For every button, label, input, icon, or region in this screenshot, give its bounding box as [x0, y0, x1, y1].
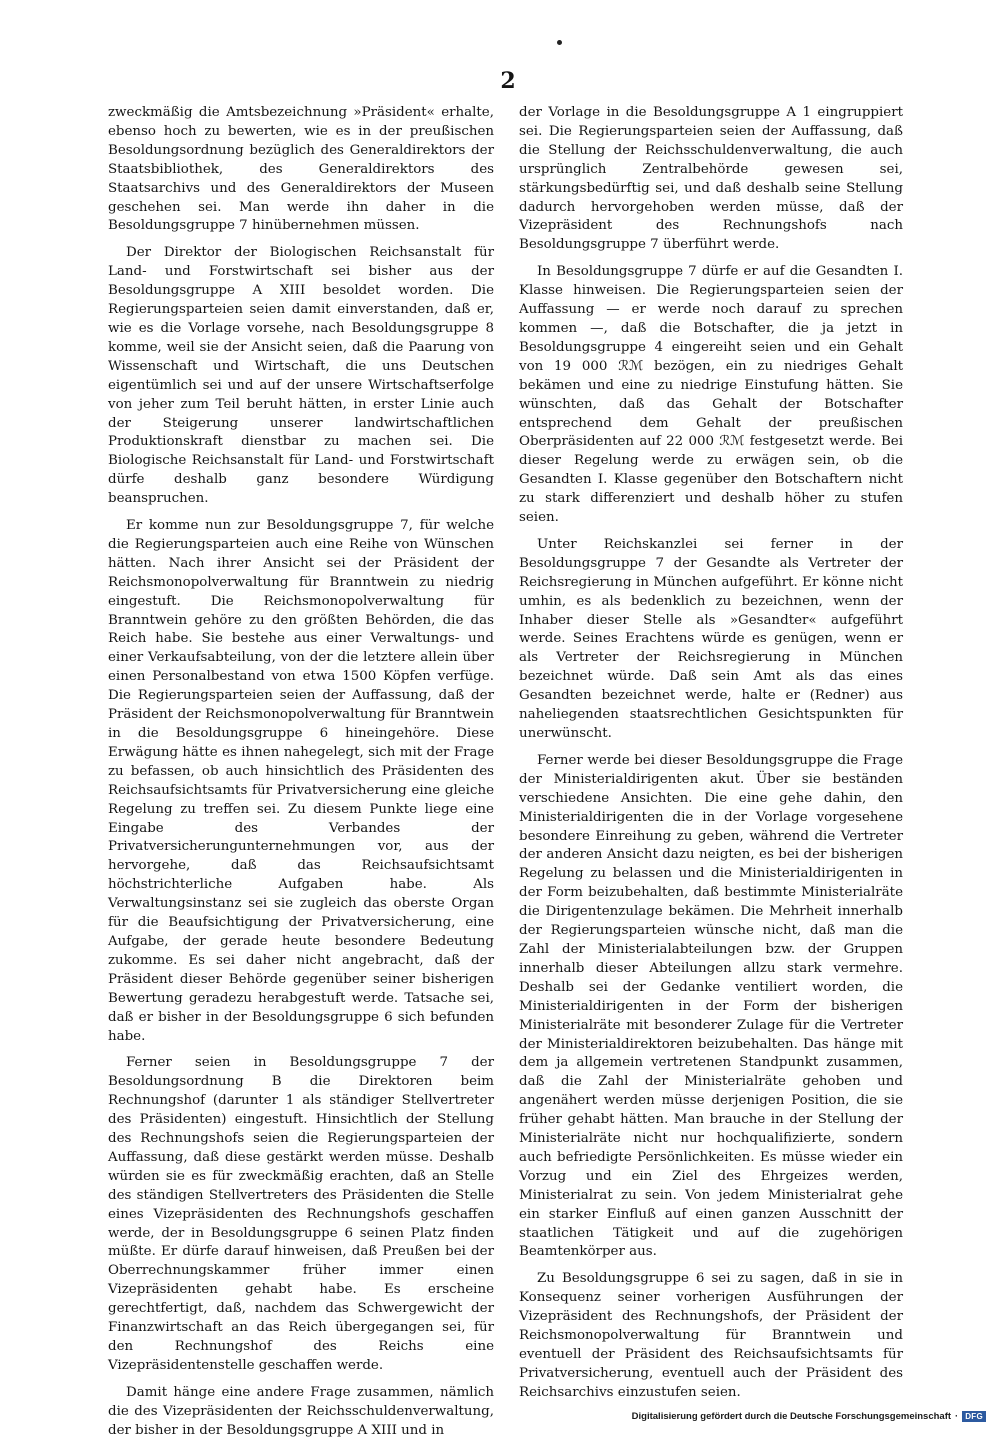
left-paragraph-1: zweckmäßig die Amtsbezeichnung »Präsident« erhalte, ebenso hoch zu bewerten, wie es in der preußischen Besoldungsordnung bezüglich des Generaldirektors der Staatsbibliothek, des Generaldirektors des Staatsarchivs und des Generaldirektors der Museen geschehen sei. Man werde ihn daher in die Besoldungsgruppe 7 hinübernehmen müssen. [108, 105, 494, 234]
right-paragraph-4: Ferner werde bei dieser Besoldungsgruppe die Frage der Ministerialdirigenten akut. Über sie beständen verschiedene Ansichten. Die eine gehe dahin, den Ministerialdirigenten die in der Vorlage vorgesehene besondere Einreihung zu geben, während die Vertreter der anderen Ansicht dazu neigten, es bei der bisherigen Regelung zu belassen und die Ministerialdirigenten in der Form beizubehalten, daß bestimmte Ministerialräte die Dirigentenzulage bekämen. Die Mehrheit innerhalb der Regierungsparteien wünsche nicht, daß man die Zahl der Ministerialabteilungen bzw. der Gruppen innerhalb dieser Abteilungen allzu stark vermehre. Deshalb sei der Gedanke ventiliert worden, die Ministerialdirigenten in der Form der bisherigen Ministerialräte mit besonderer Zulage für die Vertreter der Ministerialdirektoren beizubehalten. Das hänge mit dem ja allgemein vertretenen Standpunkt zusammen, daß die Zahl der Ministerialräte gehoben und angenähert werden müsse derjenigen Position, die sie früher gehabt hätten. Man brauche in der Stellung der Ministerialräte nicht nur hochqualifizierte, sondern auch befriedigte Persönlichkeiten. Es müsse wieder ein Vorzug und ein Ziel des Ehrgeizes werden, Ministerialrat zu sein. Von jedem Ministerialrat gehe ein starker Einfluß auf einen ganzen Ausschnitt der staatlichen Tätigkeit und auf die zugehörigen Beamtenkörper aus. [519, 752, 903, 1260]
printed-dot [557, 40, 562, 45]
right-paragraph-5: Zu Besoldungsgruppe 6 sei zu sagen, daß in sie in Konsequenz seiner vorherigen Ausführungen der Vizepräsident des Rechnungshofs, der Präsident der Reichsmonopolverwaltung für Branntwein und eventuell der Präsident des Reichsaufsichtsamts für Privatversicherung, eventuell auch der Präsident des Reichsarchivs einzustufen seien. [519, 1271, 903, 1400]
dfg-logo: DFG [962, 1411, 986, 1422]
left-column [108, 104, 494, 1449]
right-column [519, 104, 903, 1411]
left-paragraph-3: Er komme nun zur Besoldungsgruppe 7, für welche die Regierungsparteien auch eine Reihe von Wünschen hätten. Nach ihrer Ansicht sei der Präsident der Reichsmonopolverwaltung für Branntwein zu niedrig eingestuft. Die Reichsmonopolverwaltung für Branntwein gehöre zu den größten Behörden, die das Reich habe. Sie bestehe aus einer Verwaltungs- und einer Verkaufsabteilung, von der die letztere allein über einen Personalbestand von etwa 1500 Köpfen verfüge. Die Regierungsparteien seien der Auffassung, daß der Präsident der Reichsmonopolverwaltung für Branntwein in die Besoldungsgruppe 6 hineingehöre. Diese Erwägung hätte es ihnen nahegelegt, sich mit der Frage zu befassen, ob auch hinsichtlich des Präsidenten des Reichsaufsichtsamts für Privatversicherung eine gleiche Regelung zu treffen sei. Zu diesem Punkte liege eine Eingabe des Verbandes der Privatversicherungunternehmungen vor, aus der hervorgehe, daß das Reichsaufsichtsamt höchstrichterliche Aufgaben habe. Als Verwaltungsinstanz sei sie zugleich das oberste Organ für die Beaufsichtigung der Privatversicherung, eine Aufgabe, der gerade heute besondere Bedeutung zukomme. Es sei daher nicht angebracht, daß der Präsident dieser Behörde gegenüber seiner bisherigen Bewertung geradezu herabgestuft werde. Tatsache sei, daß er bisher in der Besoldungsgruppe 6 sich befunden habe. [108, 518, 494, 1044]
left-paragraph-4: Ferner seien in Besoldungsgruppe 7 der Besoldungsordnung B die Direktoren beim Rechnungshof (darunter 1 als ständiger Stellvertreter des Präsidenten) eingestuft. Hinsichtlich der Stellung des Rechnungshofs seien die Regierungsparteien der Auffassung, daß diese gestärkt werden müsse. Deshalb würden sie es für zweckmäßig erachten, daß an Stelle des ständigen Stellvertreters des Präsidenten die Stelle eines Vizepräsidenten des Rechnungshofs geschaffen werde, der in Besoldungsgruppe 6 seinen Platz finden müßte. Er dürfe darauf hinweisen, daß Preußen bei der Oberrechnungskammer früher immer einen Vizepräsidenten gehabt habe. Es erscheine gerechtfertigt, daß, nachdem das Schwergewicht der Finanzwirtschaft an das Reich übergegangen sei, für den Rechnungshof des Reichs eine Vizepräsidentenstelle geschaffen werde. [108, 1055, 494, 1373]
page-number: 2 [500, 68, 516, 94]
digitization-credit [632, 1411, 986, 1422]
right-paragraph-2: In Besoldungsgruppe 7 dürfe er auf die Gesandten I. Klasse hinweisen. Die Regierungsparteien seien der Auffassung — er werde noch darauf zu sprechen kommen —, daß die Botschafter, die ja jetzt in Besoldungsgruppe 4 eingereiht seien und ein Gehalt von 19 000 ℛℳ bezögen, ein zu niedriges Gehalt bekämen und eine zu niedrige Einstufung hätten. Sie wünschten, daß das Gehalt der Botschafter entsprechend dem Gehalt der preußischen Oberpräsidenten auf 22 000 ℛℳ festgesetzt werde. Bei dieser Regelung werde zu erwägen sein, ob die Gesandten I. Klasse gegenüber den Botschaftern nicht zu stark differenziert und deshalb höher zu stufen seien. [519, 264, 903, 526]
credit-text: Digitalisierung gefördert durch die Deutsche Forschungsgemeinschaft [631, 1411, 952, 1422]
right-paragraph-3: Unter Reichskanzlei sei ferner in der Besoldungsgruppe 7 der Gesandte als Vertreter der Reichsregierung in München aufgeführt. Er könne nicht umhin, es als bedenklich zu bezeichnen, wenn der Inhaber dieser Stelle als »Gesandter« aufgeführt werde. Seines Erachtens würde es genügen, wenn er als Vertreter der Reichsregierung in München bezeichnet würde. Daß sein Amt als das eines Gesandten bezeichnet werde, halte er (Redner) aus naheliegenden staatsrechtlichen Gesichtspunkten für unerwünscht. [519, 536, 903, 741]
right-paragraph-1: der Vorlage in die Besoldungsgruppe A 1 eingruppiert sei. Die Regierungsparteien seien der Auffassung, daß die Stellung der Reichsschuldenverwaltung, die auch ursprünglich Zentralbehörde gewesen sei, stärkungsbedürftig sei, und daß deshalb seine Stellung dadurch hervorgehoben werden müsse, daß der Vizepräsident des Rechnungshofs nach Besoldungsgruppe 7 überführt werde. [519, 105, 903, 253]
left-paragraph-5: Damit hänge eine andere Frage zusammen, nämlich die des Vizepräsidenten der Reichsschuldenverwaltung, der bisher in der Besoldungsgruppe A XIII und in [108, 1384, 494, 1438]
credit-separator: · [955, 1411, 959, 1422]
left-paragraph-2: Der Direktor der Biologischen Reichsanstalt für Land- und Forstwirtschaft sei bisher aus der Besoldungsgruppe A XIII besoldet worden. Die Regierungsparteien seien damit einverstanden, daß er, wie es die Vorlage vorsehe, nach Besoldungsgruppe 8 komme, weil sie der Ansicht seien, daß die Paarung von Wissenschaft und Wirtschaft, die uns Deutschen eigentümlich sei und auf der unsere Wirtschaftserfolge von jeher zum Teil beruht hätten, in erster Linie auch der Steigerung unserer landwirtschaftlichen Produktionskraft dienstbar zu machen sei. Die Biologische Reichsanstalt für Land- und Forstwirtschaft dürfe deshalb ganz besondere Würdigung beanspruchen. [108, 245, 494, 507]
